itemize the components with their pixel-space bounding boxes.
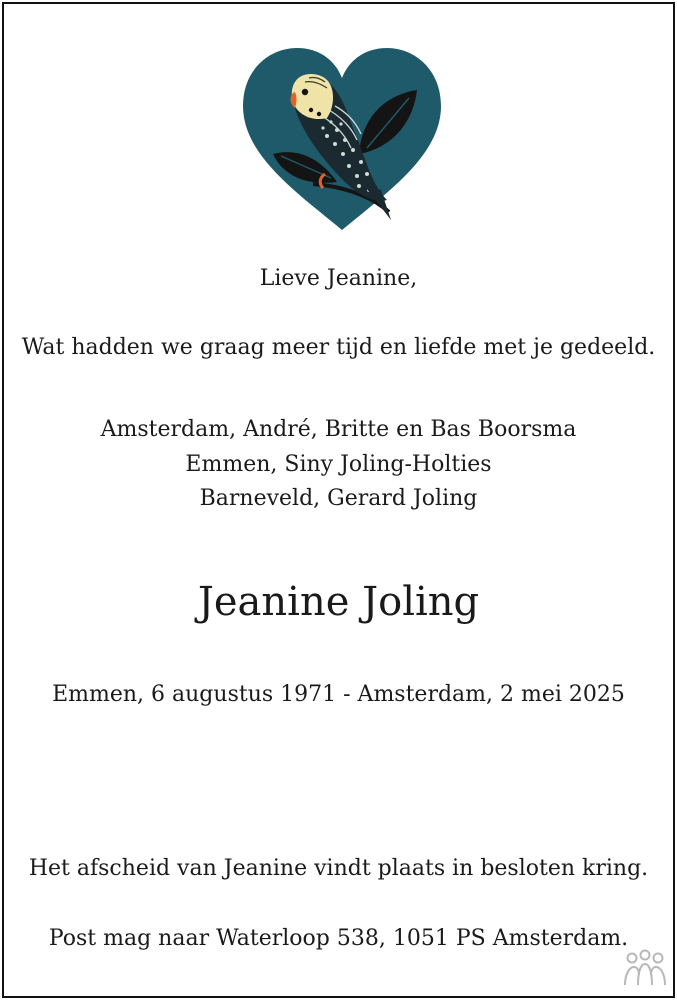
deceased-name: Jeanine Joling bbox=[197, 579, 480, 625]
greeting: Lieve Jeanine, bbox=[259, 266, 418, 291]
heart-with-budgie-icon bbox=[239, 44, 445, 232]
life-dates: Emmen, 6 augustus 1971 - Amsterdam, 2 mei 2025 bbox=[52, 682, 625, 707]
farewell-note: Het afscheid van Jeanine vindt plaats in besloten kring. bbox=[28, 856, 649, 881]
family-line: Emmen, Siny Joling-Holties bbox=[185, 452, 492, 477]
family-line: Amsterdam, André, Britte en Bas Boorsma bbox=[100, 417, 577, 442]
people-group-icon bbox=[622, 949, 668, 989]
family-line: Barneveld, Gerard Joling bbox=[199, 486, 478, 511]
obituary-card bbox=[2, 2, 675, 998]
post-address: Post mag naar Waterloop 538, 1051 PS Amsterdam. bbox=[48, 926, 629, 951]
message: Wat hadden we graag meer tijd en liefde met je gedeeld. bbox=[21, 335, 656, 360]
